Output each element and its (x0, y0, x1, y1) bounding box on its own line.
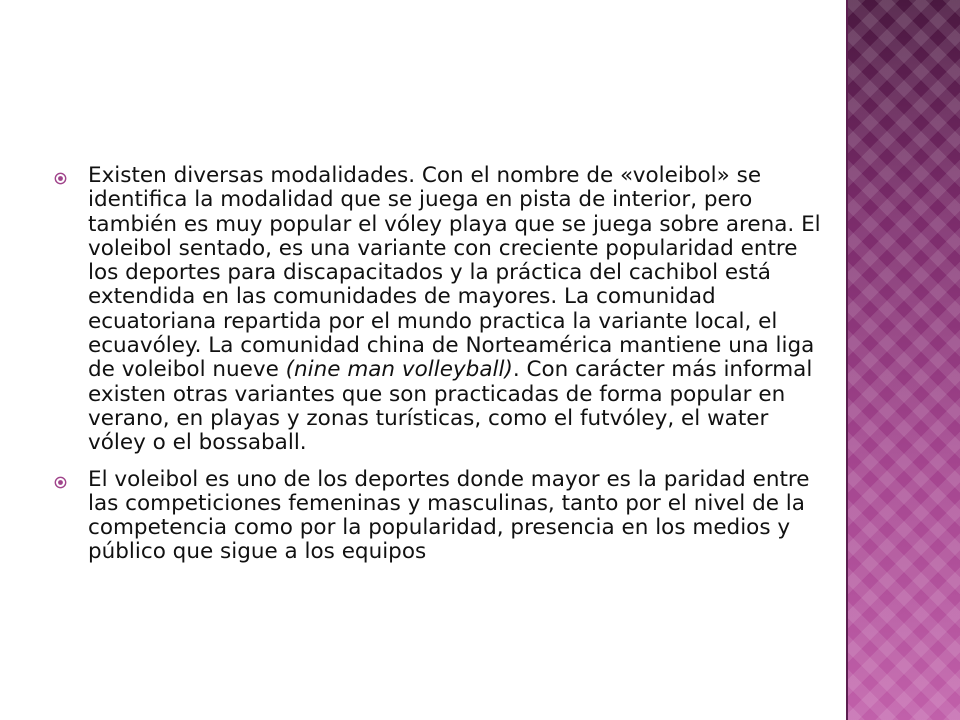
bullet-list (52, 164, 822, 577)
bullet-text-part: Existen diversas modalidades. Con el nombre de «voleibol» se identifica la modalidad que se juega en pista de interior, pero también es muy popular el vóley playa que se juega sobre arena. El voleibol sentado, es una variante con creciente popularidad entre los deportes para discapacitados y la práctica del cachibol está extendida en las comunidades de mayores. La comunidad ecuatoriana repartida por el mundo practica la variante local, el ecuavóley. La comunidad china de Norteamérica mantiene una liga de voleibol nueve (88, 163, 821, 383)
bullet-item-modalidades (52, 164, 822, 456)
bullet-text-part: . Con carácter más informal existen otras variantes que son practicadas de forma popular en verano, en playas y zonas turísticas, como el futvóley, el water vóley o el bossaball. (88, 357, 813, 456)
circled-dot-icon (54, 172, 67, 185)
bullet-item-paridad (52, 468, 822, 565)
circled-dot-icon (54, 476, 67, 489)
bullet-text-italic: (nine man volleyball) (285, 357, 513, 383)
decorative-side-band (848, 0, 960, 720)
bullet-text: El voleibol es uno de los deportes donde mayor es la paridad entre las competiciones femeninas y masculinas, tanto por el nivel de la competencia como por la popularidad, presencia en los medios y público que sigue a los equipos (88, 466, 810, 565)
bullet-text (88, 163, 821, 455)
